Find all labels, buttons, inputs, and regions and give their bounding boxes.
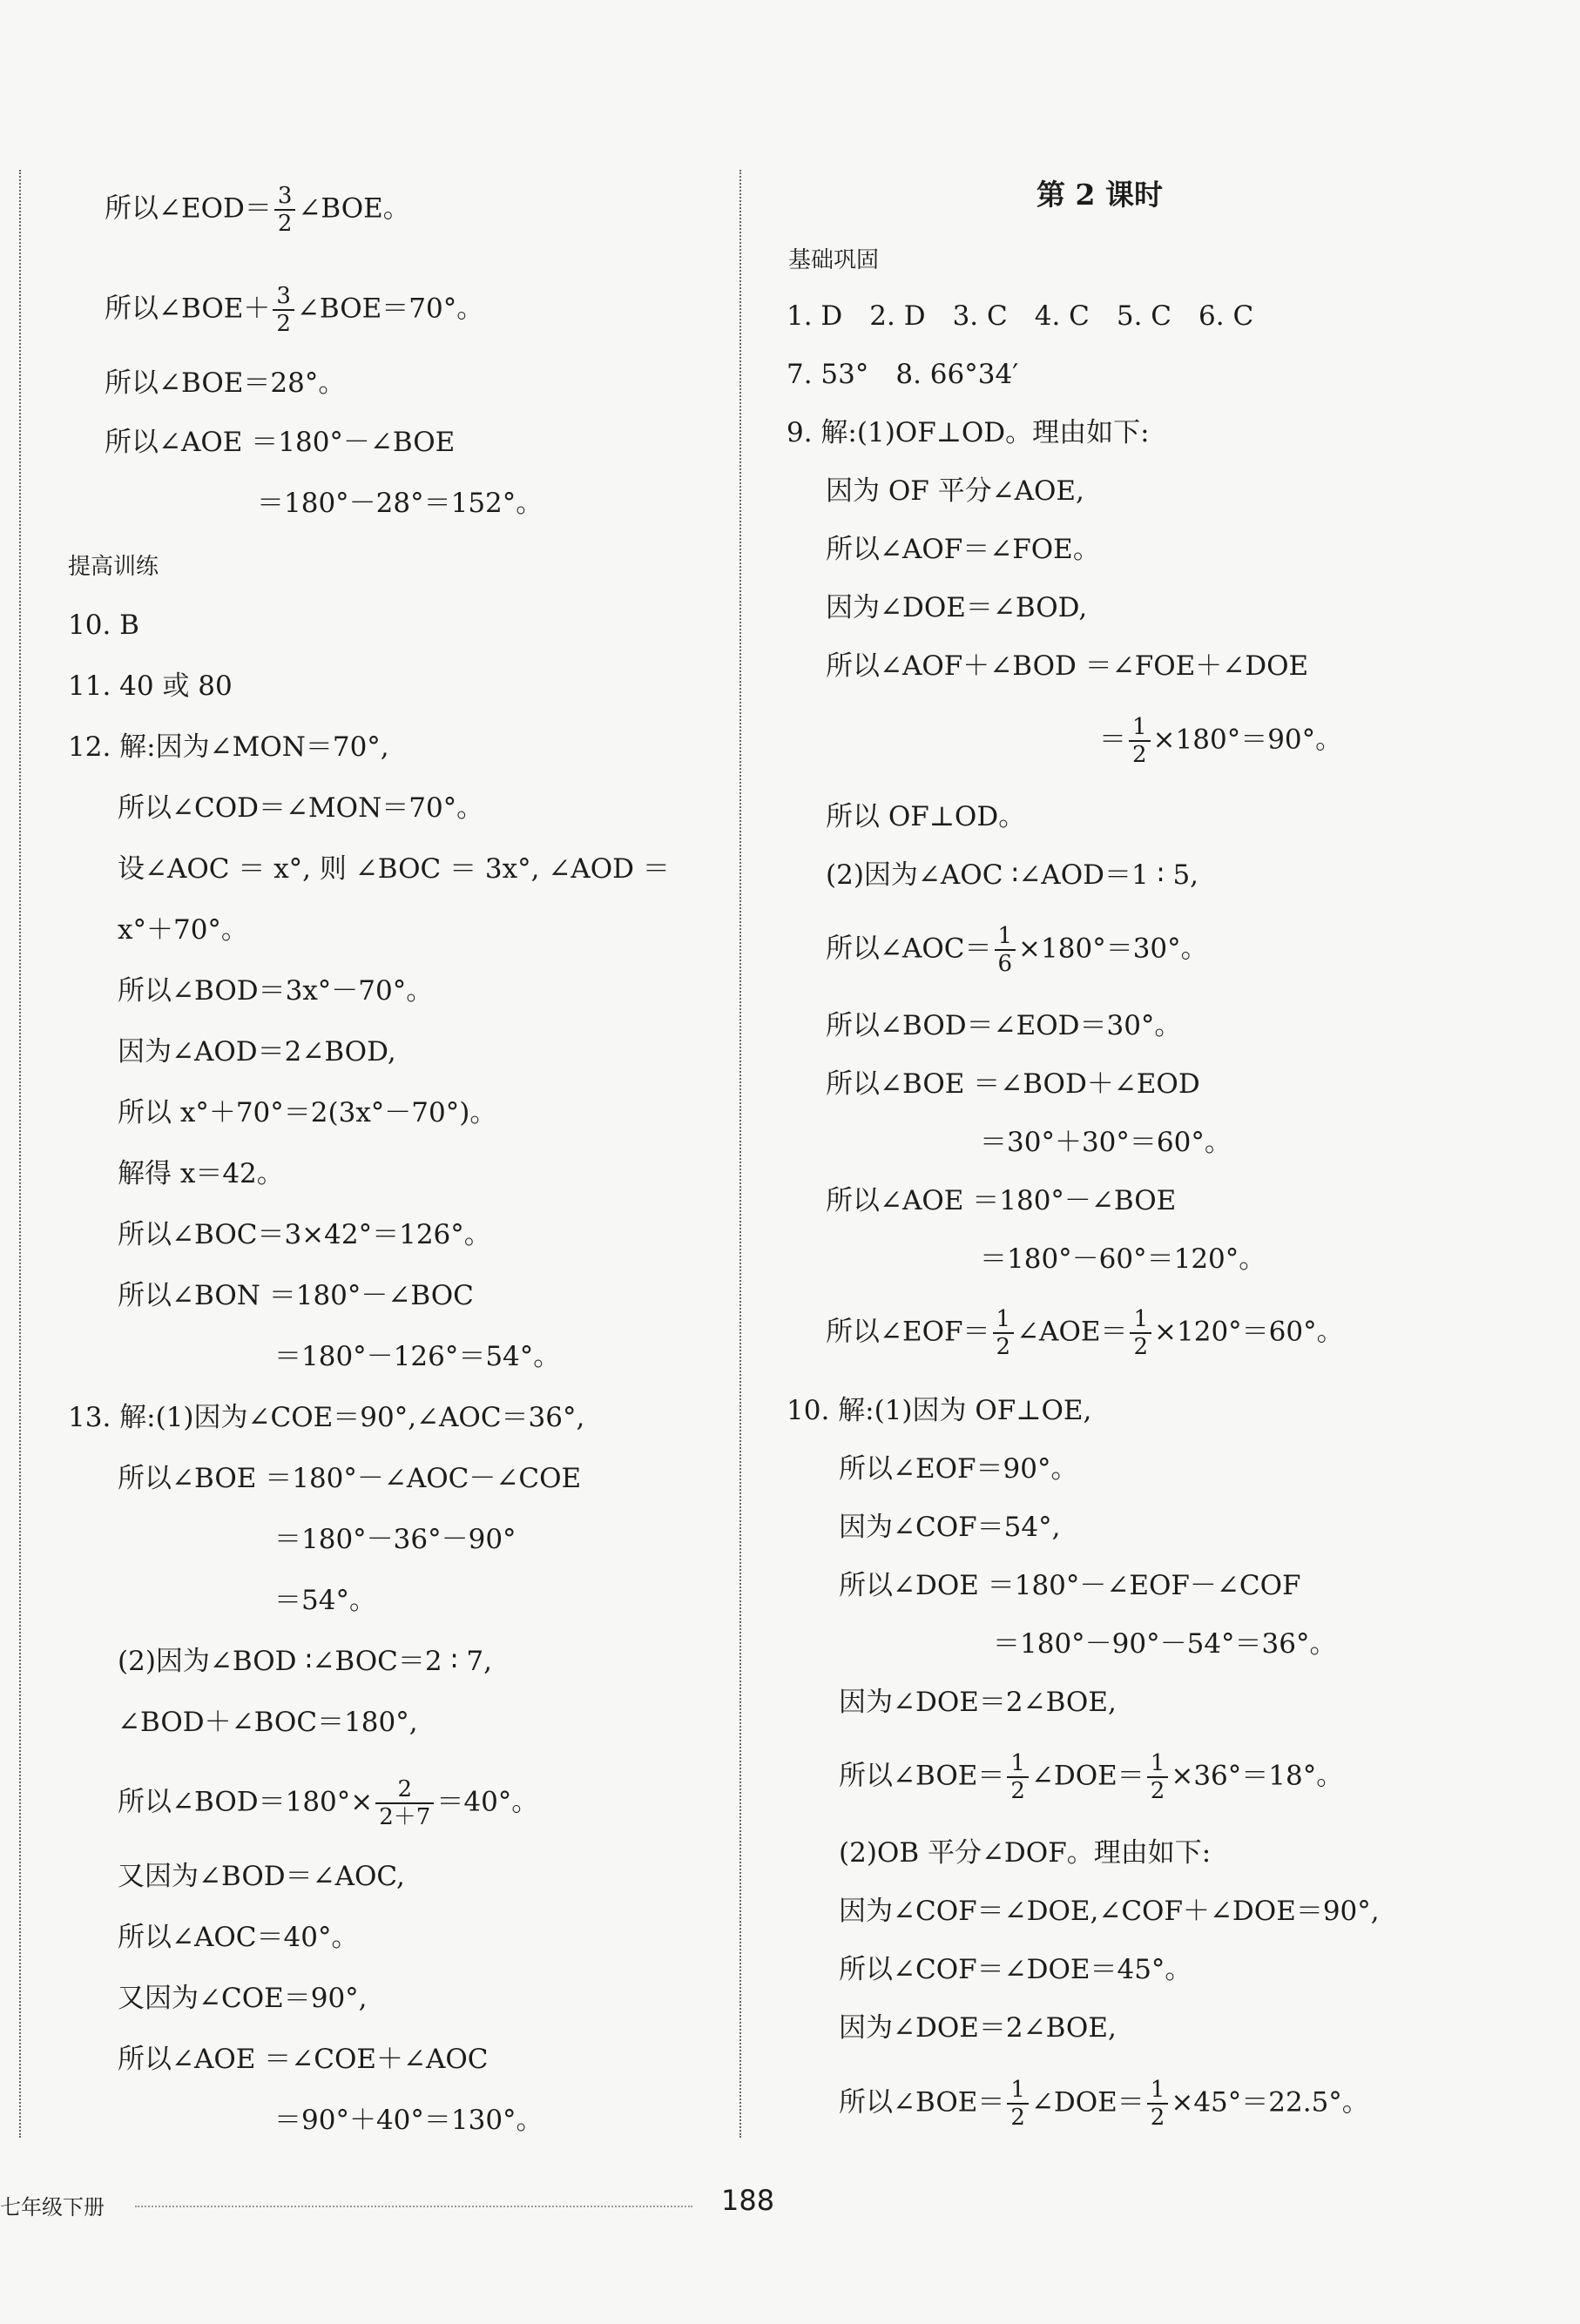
fraction: $\frac{1}{2}$: [1147, 1750, 1169, 1804]
q12-line: 所以∠BOC＝3×42°＝126°。: [118, 1219, 491, 1250]
left-line-5: ＝180°－28°＝152°。: [257, 488, 544, 519]
fraction: $\frac{1}{2}$: [1129, 714, 1151, 768]
q10-line: 因为∠COF＝54°,: [839, 1512, 1061, 1543]
fraction: $\frac{1}{2}$: [1007, 1750, 1029, 1804]
q9-line: 因为 OF 平分∠AOE,: [826, 475, 1084, 507]
q10-line: 所以∠BOE＝ $\frac{1}{2}$ ∠DOE＝ $\frac{1}{2}$ ×45°＝22.5°。: [839, 2077, 1369, 2131]
q13-line: ＝54°。: [274, 1585, 376, 1616]
q10-line: 因为∠DOE＝2∠BOE,: [839, 1687, 1117, 1718]
footer-dotted-rule: [135, 2206, 692, 2207]
q9-line: 所以∠BOD＝∠EOD＝30°。: [826, 1010, 1182, 1041]
q13-line: 又因为∠BOD＝∠AOC,: [118, 1861, 405, 1892]
lesson-heading: 第 2 课时: [1036, 178, 1163, 212]
q12-line: ＝180°－126°＝54°。: [274, 1341, 561, 1372]
q12-line: 设∠AOC ＝ x°, 则 ∠BOC ＝ 3x°, ∠AOD ＝: [118, 853, 670, 885]
q9-line: 所以∠AOE ＝180°－∠BOE: [826, 1185, 1177, 1216]
fraction: $\frac{1}{2}$: [1130, 1306, 1151, 1360]
q10-line: 所以∠BOE＝ $\frac{1}{2}$ ∠DOE＝ $\frac{1}{2}$ ×36°＝18°。: [839, 1750, 1344, 1804]
q10-line: 因为∠COF＝∠DOE,∠COF＋∠DOE＝90°,: [839, 1896, 1380, 1927]
fraction: $\frac{3}{2}$: [274, 183, 296, 237]
q12-line: 所以∠BOD＝3x°－70°。: [118, 975, 434, 1007]
q9-line: 9. 解:(1)OF⊥OD。理由如下:: [787, 417, 1150, 448]
q13-line: 所以∠AOC＝40°。: [118, 1922, 359, 1953]
q9-line: 因为∠DOE＝∠BOD,: [826, 592, 1088, 623]
left-line-4: 所以∠AOE ＝180°－∠BOE: [105, 427, 456, 458]
q9-line: ＝180°－60°＝120°。: [980, 1243, 1266, 1275]
q12-line: 12. 解:因为∠MON＝70°,: [68, 731, 389, 763]
q10-line: 10. 解:(1)因为 OF⊥OE,: [787, 1395, 1092, 1426]
q9-line: ＝30°＋30°＝60°。: [980, 1127, 1232, 1158]
section-title-tigao: 提高训练: [68, 554, 159, 580]
q10-line: 所以∠EOF＝90°。: [839, 1453, 1078, 1485]
q9-line: 所以∠AOF＋∠BOD ＝∠FOE＋∠DOE: [826, 650, 1309, 682]
q9-line: 所以 OF⊥OD。: [826, 801, 1026, 832]
q13-line: 所以∠AOE ＝∠COE＋∠AOC: [118, 2044, 489, 2075]
q10-line: (2)OB 平分∠DOF。理由如下:: [839, 1837, 1212, 1869]
left-line-3: 所以∠BOE＝28°。: [105, 367, 346, 399]
q13-line: ＝180°－36°－90°: [274, 1524, 517, 1555]
q12-line: 所以∠BON ＝180°－∠BOC: [118, 1280, 474, 1311]
q11-answer: 11. 40 或 80: [68, 670, 233, 702]
q9-line: 所以∠BOE ＝∠BOD＋∠EOD: [826, 1068, 1200, 1100]
fraction: $\frac{2}{2+7}$: [375, 1776, 434, 1830]
page-number: 188: [721, 2184, 775, 2217]
column-divider: [739, 170, 741, 2138]
left-line-2: 所以∠BOE＋ $\frac{3}{2}$ ∠BOE＝70°。: [105, 283, 484, 337]
q13-line: (2)因为∠BOD ∶∠BOC＝2 ∶ 7,: [118, 1646, 492, 1677]
q9-line: 所以∠AOC＝ $\frac{1}{6}$ ×180°＝30°。: [826, 923, 1208, 977]
q9-line: 所以∠AOF＝∠FOE。: [826, 534, 1100, 565]
fraction: $\frac{1}{2}$: [993, 1306, 1015, 1360]
q13-line: ∠BOD＋∠BOC＝180°,: [118, 1707, 418, 1738]
q13-line: 又因为∠COE＝90°,: [118, 1983, 368, 2014]
q12-line: x°＋70°。: [118, 914, 248, 946]
q9-line: 所以∠EOF＝ $\frac{1}{2}$ ∠AOE＝ $\frac{1}{2}$ ×120°＝60°。: [826, 1306, 1344, 1360]
fraction: $\frac{1}{2}$: [1147, 2077, 1169, 2131]
q12-line: 解得 x＝42。: [118, 1158, 284, 1189]
q9-line: ＝ $\frac{1}{2}$ ×180°＝90°。: [1099, 714, 1343, 768]
q10-answer: 10. B: [68, 610, 139, 641]
mc-answers: 1. D 2. D 3. C 4. C 5. C 6. C: [787, 300, 1254, 332]
fraction: $\frac{1}{6}$: [995, 923, 1016, 977]
q12-line: 因为∠AOD＝2∠BOD,: [118, 1036, 396, 1068]
fill-answers: 7. 53° 8. 66°34′: [787, 359, 1019, 390]
q10-line: 所以∠COF＝∠DOE＝45°。: [839, 1954, 1192, 1985]
q10-line: ＝180°－90°－54°＝36°。: [993, 1628, 1337, 1660]
q10-line: 因为∠DOE＝2∠BOE,: [839, 2012, 1117, 2044]
footer-grade-label: 七年级下册: [0, 2195, 105, 2220]
fraction: $\frac{1}{2}$: [1007, 2077, 1029, 2131]
section-title-jichu: 基础巩固: [788, 247, 880, 273]
q13-line: 所以∠BOD＝180°× $\frac{2}{2+7}$ ＝40°。: [118, 1776, 539, 1830]
q12-line: 所以∠COD＝∠MON＝70°。: [118, 792, 484, 824]
left-margin-rule: [19, 170, 21, 2138]
q13-line: 所以∠BOE ＝180°－∠AOC－∠COE: [118, 1463, 582, 1494]
q13-line: 13. 解:(1)因为∠COE＝90°,∠AOC＝36°,: [68, 1402, 585, 1433]
q10-line: 所以∠DOE ＝180°－∠EOF－∠COF: [839, 1570, 1301, 1601]
left-line-1: 所以∠EOD＝ $\frac{3}{2}$ ∠BOE。: [105, 183, 410, 237]
q9-line: (2)因为∠AOC ∶∠AOD＝1 ∶ 5,: [826, 859, 1199, 891]
q12-line: 所以 x°＋70°＝2(3x°－70°)。: [118, 1097, 497, 1128]
fraction: $\frac{3}{2}$: [273, 283, 294, 337]
q13-line: ＝90°＋40°＝130°。: [274, 2105, 544, 2136]
